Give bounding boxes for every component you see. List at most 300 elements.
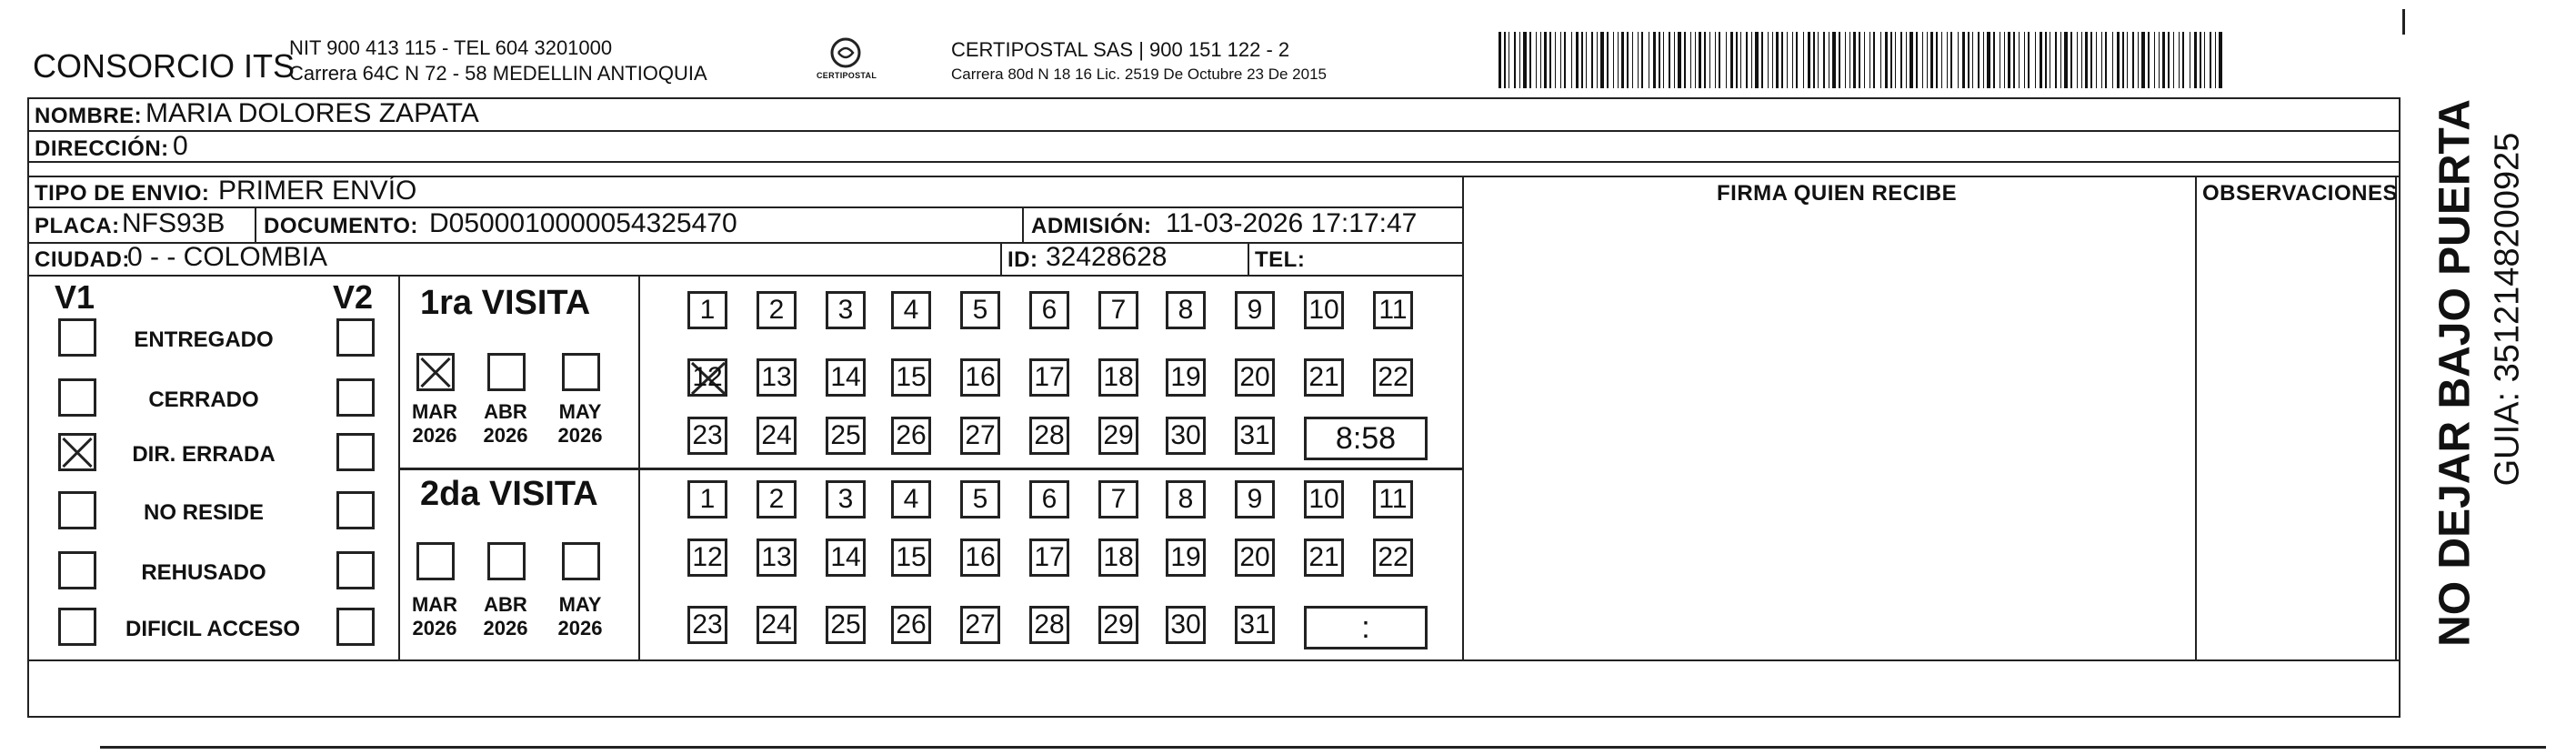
barcode-bar — [2127, 32, 2128, 88]
barcode-bar — [1972, 32, 1973, 88]
barcode-bar — [2159, 32, 2160, 88]
status-label: NO RESIDE — [143, 500, 265, 525]
logo-text: CERTIPOSTAL — [817, 71, 877, 80]
barcode-bar — [2101, 32, 2102, 88]
day-cell[interactable] — [687, 480, 727, 518]
month-label: MAR — [411, 593, 458, 616]
v2-checkbox[interactable] — [336, 551, 375, 589]
day-number: 7 — [1110, 484, 1127, 514]
barcode-bar — [1845, 32, 1846, 88]
v2-checkbox[interactable] — [336, 433, 375, 471]
year-label: 2026 — [412, 617, 457, 639]
day-cell[interactable] — [1029, 606, 1069, 644]
barcode-bar — [1529, 32, 1531, 88]
barcode-bar — [2154, 32, 2155, 88]
barcode-bar — [1618, 32, 1619, 88]
barcode-bar — [1690, 32, 1691, 88]
barcode-bar — [1890, 32, 1892, 88]
day-number: 20 — [1239, 362, 1270, 392]
barcode-bar — [1674, 32, 1675, 88]
v1-checkbox[interactable] — [58, 433, 96, 471]
barcode-bar — [1803, 32, 1804, 88]
tipo-envio-value: PRIMER ENVÍO — [218, 176, 417, 206]
barcode-bar — [1695, 32, 1696, 88]
barcode-bar — [1581, 32, 1583, 88]
day-cell[interactable] — [757, 358, 797, 397]
barcode-bar — [1597, 32, 1598, 88]
day-number: 18 — [1103, 542, 1134, 572]
right-rule — [2402, 9, 2405, 35]
barcode-bar — [1839, 32, 1840, 88]
day-cell[interactable] — [1373, 291, 1413, 329]
day-cell[interactable] — [1098, 358, 1138, 397]
day-number: 16 — [965, 362, 996, 392]
admision-label: ADMISIÓN: — [1031, 214, 1152, 238]
company-name: CONSORCIO ITS — [33, 47, 296, 85]
barcode-bar — [2168, 32, 2170, 88]
day-number: 11 — [1378, 295, 1408, 325]
barcode-bar — [2105, 32, 2107, 88]
v1-label: V1 — [55, 278, 95, 316]
year-label: 2026 — [412, 424, 457, 447]
day-number: 2 — [768, 295, 785, 325]
day-cell[interactable] — [1235, 417, 1275, 455]
barcode-bar — [1885, 32, 1888, 88]
day-number: 23 — [692, 609, 723, 639]
day-number: 27 — [965, 609, 996, 639]
barcode-bar — [2077, 32, 2078, 88]
day-cell[interactable] — [1029, 539, 1069, 577]
day-number: 4 — [903, 484, 919, 514]
day-number: 13 — [761, 362, 792, 392]
day-cell[interactable] — [1373, 539, 1413, 577]
day-number: 4 — [903, 295, 919, 325]
day-number: 18 — [1103, 362, 1134, 392]
time-field[interactable]: 8:58 — [1304, 417, 1428, 460]
day-cell[interactable] — [757, 291, 797, 329]
day-number: 5 — [972, 484, 988, 514]
barcode-bar — [1968, 32, 1970, 88]
barcode-bar — [1869, 32, 1870, 88]
barcode-bar — [2096, 32, 2097, 88]
day-cell[interactable] — [826, 417, 866, 455]
id-label: ID: — [1007, 247, 1038, 272]
time-field[interactable]: : — [1304, 606, 1428, 649]
day-cell[interactable] — [757, 417, 797, 455]
barcode-bar — [1936, 32, 1938, 88]
month-checkbox[interactable] — [487, 542, 526, 580]
day-number: 28 — [1034, 609, 1065, 639]
month-label: ABR — [484, 400, 527, 423]
barcode-bar — [1873, 32, 1875, 88]
v2-checkbox[interactable] — [336, 608, 375, 646]
barcode-bar — [2117, 32, 2120, 88]
carrier-line: CERTIPOSTAL SAS | 900 151 122 - 2 — [951, 38, 1290, 61]
barcode-bar — [2090, 32, 2092, 88]
barcode-bar — [1941, 32, 1942, 88]
ciudad-value: 0 - - COLOMBIA — [127, 242, 328, 272]
day-number: 13 — [761, 542, 792, 572]
status-label: ENTREGADO — [134, 327, 274, 352]
barcode-bar — [2055, 32, 2057, 88]
v1-checkbox[interactable] — [58, 491, 96, 529]
barcode-bar — [2182, 32, 2184, 88]
documento-value: D0500010000054325470 — [429, 208, 737, 238]
day-cell[interactable] — [687, 606, 727, 644]
ciudad-label: CIUDAD: — [35, 247, 130, 272]
visit-frame — [398, 468, 1464, 470]
barcode-bar — [1715, 32, 1716, 88]
tipo-envio-label: TIPO DE ENVIO: — [35, 181, 210, 206]
month-checkbox[interactable] — [416, 353, 455, 391]
day-number: 6 — [1041, 295, 1057, 325]
side-line1: NO DEJAR BAJO PUERTA — [2431, 99, 2480, 647]
day-number: 5 — [972, 295, 988, 325]
year-label: 2026 — [557, 617, 603, 639]
year-label: 2026 — [483, 617, 528, 639]
status-label: REHUSADO — [141, 560, 266, 585]
visit2-title: 2da VISITA — [420, 475, 598, 513]
barcode-bar — [1653, 32, 1656, 88]
barcode-bar — [1947, 32, 1948, 88]
day-number: 2 — [768, 484, 785, 514]
barcode-bar — [1576, 32, 1579, 88]
carrier-address: Carrera 80d N 18 16 Lic. 2519 De Octubre 23 De 2015 — [951, 65, 1327, 83]
barcode-bar — [1699, 32, 1701, 88]
day-cell[interactable] — [1098, 539, 1138, 577]
barcode-bar — [1555, 32, 1556, 88]
barcode-bar — [1659, 32, 1660, 88]
v2-checkbox[interactable] — [336, 378, 375, 417]
day-number: 22 — [1378, 362, 1408, 392]
day-number: 26 — [896, 420, 927, 450]
v2-checkbox[interactable] — [336, 491, 375, 529]
day-cell[interactable] — [1235, 539, 1275, 577]
barcode-bar — [1746, 32, 1748, 88]
day-cell[interactable] — [960, 358, 1000, 397]
day-number: 8 — [1178, 484, 1194, 514]
day-cell[interactable] — [891, 480, 931, 518]
day-cell[interactable] — [1166, 417, 1206, 455]
day-cell[interactable] — [1304, 480, 1344, 518]
barcode-bar — [1669, 32, 1670, 88]
day-cell[interactable] — [1166, 358, 1206, 397]
barcode-bar — [2028, 32, 2030, 88]
day-number: 11 — [1378, 484, 1408, 514]
day-cell[interactable] — [687, 417, 727, 455]
day-number: 8 — [1178, 295, 1194, 325]
day-number: 28 — [1034, 420, 1065, 450]
day-number: 24 — [761, 420, 792, 450]
col-divider — [1022, 206, 1024, 242]
day-number: 31 — [1239, 609, 1270, 639]
day-number: 12 — [692, 362, 723, 392]
barcode-bar — [1787, 32, 1788, 88]
bottom-rule — [100, 746, 2546, 749]
barcode-bar — [2070, 32, 2072, 88]
barcode-bar — [1549, 32, 1551, 88]
barcode — [1498, 32, 2221, 88]
barcode-bar — [1768, 32, 1769, 88]
barcode-bar — [1796, 32, 1798, 88]
day-cell[interactable] — [1304, 539, 1344, 577]
day-number: 14 — [830, 362, 861, 392]
barcode-bar — [1621, 32, 1624, 88]
month-checkbox[interactable] — [487, 353, 526, 391]
col-divider — [2395, 176, 2397, 659]
month-label: MAY — [558, 593, 602, 616]
barcode-bar — [1704, 32, 1706, 88]
barcode-bar — [2008, 32, 2010, 88]
company-nit: NIT 900 413 115 - TEL 604 3201000 — [289, 36, 613, 59]
day-number: 16 — [965, 542, 996, 572]
day-number: 25 — [830, 420, 861, 450]
barcode-bar — [1880, 32, 1881, 88]
day-cell[interactable] — [1235, 606, 1275, 644]
barcode-bar — [2122, 32, 2124, 88]
col-divider — [2195, 176, 2197, 659]
col-divider — [1248, 242, 1249, 275]
barcode-bar — [2024, 32, 2025, 88]
day-cell[interactable] — [891, 606, 931, 644]
day-number: 6 — [1041, 484, 1057, 514]
day-cell[interactable] — [1098, 480, 1138, 518]
day-cell[interactable] — [1235, 291, 1275, 329]
day-cell[interactable] — [891, 539, 931, 577]
col-divider — [1000, 242, 1002, 275]
documento-label: DOCUMENTO: — [264, 214, 418, 238]
barcode-bar — [1504, 32, 1506, 88]
barcode-bar — [1613, 32, 1614, 88]
side-text — [2414, 100, 2551, 646]
barcode-bar — [1909, 32, 1913, 88]
day-cell[interactable] — [826, 539, 866, 577]
day-cell[interactable] — [960, 291, 1000, 329]
day-number: 23 — [692, 420, 723, 450]
day-number: 27 — [965, 420, 996, 450]
barcode-bar — [1853, 32, 1856, 88]
day-cell[interactable] — [1373, 480, 1413, 518]
day-number: 30 — [1170, 420, 1201, 450]
barcode-bar — [1560, 32, 1561, 88]
day-cell[interactable] — [891, 417, 931, 455]
month-checkbox[interactable] — [562, 353, 600, 391]
v1-checkbox[interactable] — [58, 608, 96, 646]
nombre-label: NOMBRE: — [35, 104, 143, 128]
barcode-bar — [2035, 32, 2036, 88]
barcode-bar — [1632, 32, 1633, 88]
barcode-bar — [1540, 32, 1541, 88]
certipostal-logo — [817, 35, 875, 86]
barcode-bar — [1726, 32, 1727, 88]
barcode-bar — [1684, 32, 1686, 88]
day-number: 1 — [699, 295, 716, 325]
barcode-bar — [1586, 32, 1587, 88]
day-number: 7 — [1110, 295, 1127, 325]
day-number: 17 — [1034, 542, 1065, 572]
barcode-bar — [1930, 32, 1933, 88]
barcode-bar — [2013, 32, 2015, 88]
col-divider — [255, 206, 256, 242]
day-cell[interactable] — [826, 291, 866, 329]
barcode-bar — [1730, 32, 1733, 88]
day-number: 21 — [1308, 542, 1339, 572]
day-number: 3 — [837, 295, 854, 325]
day-number: 21 — [1308, 362, 1339, 392]
day-number: 17 — [1034, 362, 1065, 392]
v1-checkbox[interactable] — [58, 378, 96, 417]
barcode-bar — [2085, 32, 2088, 88]
month-label: MAR — [411, 400, 458, 423]
day-cell[interactable] — [1166, 480, 1206, 518]
barcode-bar — [1864, 32, 1865, 88]
barcode-bar — [1849, 32, 1850, 88]
day-number: 25 — [830, 609, 861, 639]
day-cell[interactable] — [826, 358, 866, 397]
barcode-bar — [2138, 32, 2139, 88]
placa-label: PLACA: — [35, 214, 120, 238]
day-cell[interactable] — [1235, 480, 1275, 518]
day-number: 31 — [1239, 420, 1270, 450]
barcode-bar — [1927, 32, 1928, 88]
status-label: DIFICIL ACCESO — [125, 617, 300, 641]
day-cell[interactable] — [757, 539, 797, 577]
barcode-bar — [1916, 32, 1918, 88]
v2-checkbox[interactable] — [336, 318, 375, 357]
day-cell[interactable] — [1304, 358, 1344, 397]
day-number: 3 — [837, 484, 854, 514]
day-number: 12 — [692, 542, 723, 572]
day-cell[interactable] — [757, 480, 797, 518]
barcode-bar — [1709, 32, 1710, 88]
day-cell[interactable] — [1098, 291, 1138, 329]
direccion-label: DIRECCIÓN: — [35, 136, 169, 161]
footer-frame — [27, 659, 2401, 718]
barcode-bar — [1772, 32, 1773, 88]
barcode-bar — [1564, 32, 1566, 88]
day-number: 22 — [1378, 542, 1408, 572]
v2-label: V2 — [333, 278, 374, 316]
day-number: 15 — [896, 542, 927, 572]
barcode-bar — [1607, 32, 1609, 88]
barcode-bar — [1962, 32, 1965, 88]
month-checkbox[interactable] — [562, 542, 600, 580]
month-label: ABR — [484, 593, 527, 616]
day-number: 20 — [1239, 542, 1270, 572]
day-cell[interactable] — [1166, 291, 1206, 329]
barcode-bar — [1776, 32, 1779, 88]
barcode-bar — [2179, 32, 2180, 88]
row-divider — [27, 130, 2401, 132]
day-number: 26 — [896, 609, 927, 639]
barcode-bar — [1663, 32, 1664, 88]
barcode-bar — [2112, 32, 2113, 88]
v1-checkbox[interactable] — [58, 318, 96, 357]
barcode-bar — [2132, 32, 2134, 88]
barcode-bar — [1781, 32, 1783, 88]
barcode-bar — [1792, 32, 1793, 88]
barcode-bar — [2141, 32, 2145, 88]
day-cell[interactable] — [891, 358, 931, 397]
barcode-bar — [1900, 32, 1902, 88]
day-cell[interactable] — [1166, 606, 1206, 644]
day-cell[interactable] — [960, 539, 1000, 577]
year-label: 2026 — [557, 424, 603, 447]
barcode-bar — [2004, 32, 2005, 88]
day-cell[interactable] — [1029, 358, 1069, 397]
barcode-bar — [1922, 32, 1923, 88]
day-number: 1 — [699, 484, 716, 514]
barcode-bar — [1906, 32, 1907, 88]
day-cell[interactable] — [960, 417, 1000, 455]
barcode-bar — [2215, 32, 2216, 88]
day-number: 19 — [1170, 542, 1201, 572]
day-number: 29 — [1103, 609, 1134, 639]
barcode-bar — [1498, 32, 1501, 88]
id-value: 32428628 — [1046, 242, 1168, 272]
day-cell[interactable] — [1029, 417, 1069, 455]
barcode-bar — [1519, 32, 1520, 88]
barcode-bar — [2081, 32, 2082, 88]
day-cell[interactable] — [1235, 358, 1275, 397]
day-number: 15 — [896, 362, 927, 392]
day-cell[interactable] — [1373, 358, 1413, 397]
day-number: 9 — [1247, 295, 1263, 325]
day-cell[interactable] — [757, 606, 797, 644]
barcode-bar — [1514, 32, 1516, 88]
day-cell[interactable] — [687, 291, 727, 329]
day-cell[interactable] — [1098, 606, 1138, 644]
day-cell[interactable] — [1098, 417, 1138, 455]
barcode-bar — [2173, 32, 2174, 88]
placa-value: NFS93B — [122, 208, 226, 238]
day-cell[interactable] — [891, 291, 931, 329]
side-line2: GUIA: 3512148200925 — [2488, 132, 2527, 487]
barcode-bar — [1978, 32, 1980, 88]
day-number: 14 — [830, 542, 861, 572]
day-cell[interactable] — [1304, 291, 1344, 329]
day-cell[interactable] — [960, 480, 1000, 518]
visit1-title: 1ra VISITA — [420, 284, 591, 322]
barcode-bar — [1987, 32, 1990, 88]
barcode-bar — [2064, 32, 2068, 88]
barcode-bar — [1823, 32, 1825, 88]
barcode-bar — [1536, 32, 1537, 88]
day-cell[interactable] — [1029, 291, 1069, 329]
barcode-bar — [1983, 32, 1984, 88]
year-label: 2026 — [483, 424, 528, 447]
barcode-bar — [1993, 32, 1995, 88]
day-cell[interactable] — [826, 606, 866, 644]
barcode-bar — [2194, 32, 2197, 88]
barcode-bar — [1813, 32, 1815, 88]
status-label: CERRADO — [148, 388, 259, 412]
barcode-bar — [1678, 32, 1681, 88]
day-cell[interactable] — [1029, 480, 1069, 518]
firma-label: FIRMA QUIEN RECIBE — [1717, 181, 1958, 206]
barcode-bar — [1761, 32, 1763, 88]
day-cell[interactable] — [687, 358, 727, 397]
day-cell[interactable] — [1166, 539, 1206, 577]
barcode-bar — [1736, 32, 1738, 88]
barcode-bar — [1755, 32, 1759, 88]
barcode-bar — [2045, 32, 2047, 88]
day-cell[interactable] — [826, 480, 866, 518]
v1-checkbox[interactable] — [58, 551, 96, 589]
month-checkbox[interactable] — [416, 542, 455, 580]
day-cell[interactable] — [960, 606, 1000, 644]
day-cell[interactable] — [687, 539, 727, 577]
